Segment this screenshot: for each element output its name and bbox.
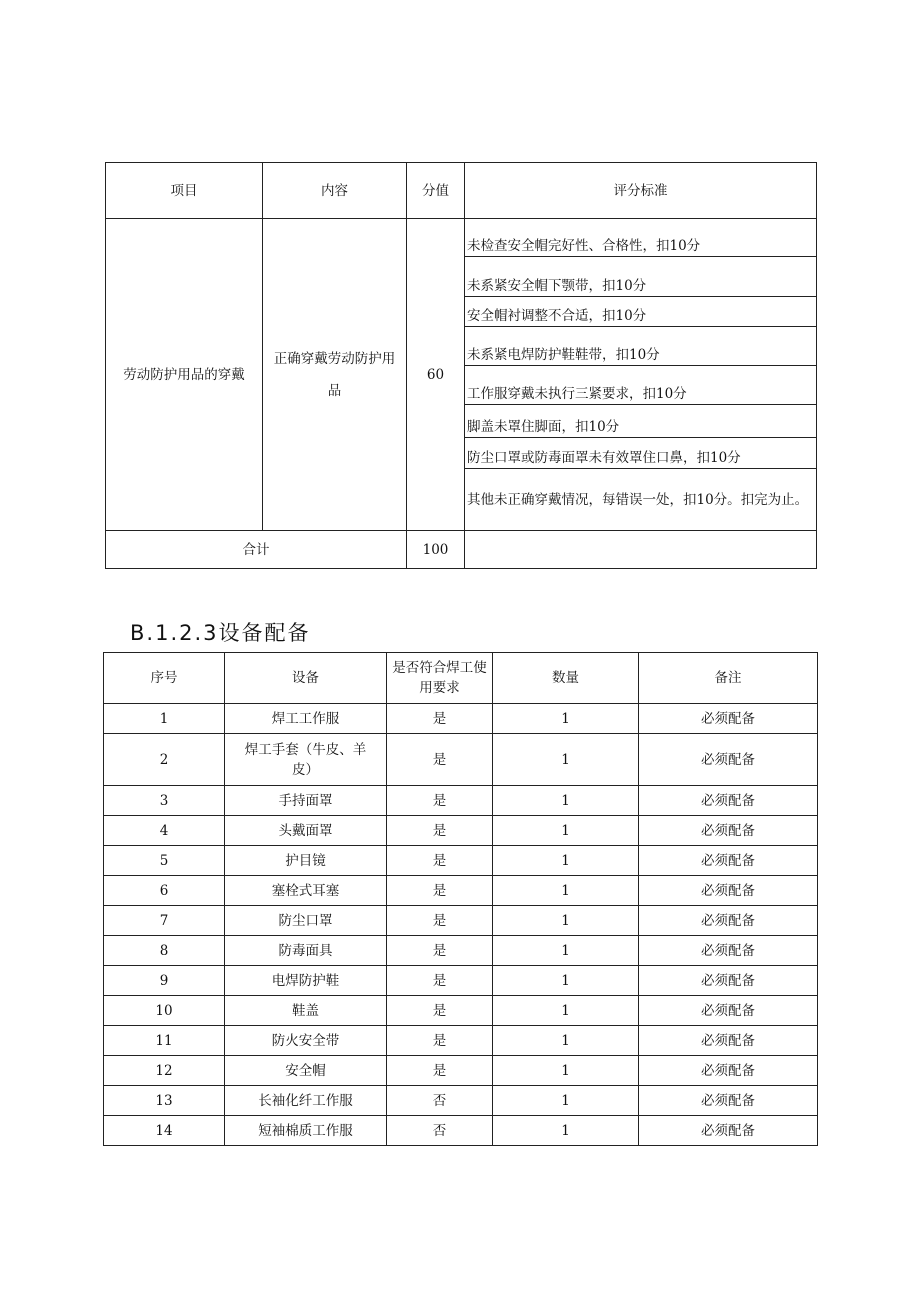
quantity-cell: 1 xyxy=(493,966,639,996)
remark-cell: 必须配备 xyxy=(639,734,818,786)
compliant-cell: 是 xyxy=(387,906,493,936)
quantity-cell: 1 xyxy=(493,786,639,816)
quantity-cell: 1 xyxy=(493,876,639,906)
compliant-cell: 是 xyxy=(387,936,493,966)
compliant-cell: 否 xyxy=(387,1116,493,1146)
quantity-cell: 1 xyxy=(493,704,639,734)
remark-cell: 必须配备 xyxy=(639,846,818,876)
criteria-item: 防尘口罩或防毒面罩未有效罩住口鼻，扣10分 xyxy=(465,438,816,469)
seq-cell: 10 xyxy=(104,996,225,1026)
seq-cell: 1 xyxy=(104,704,225,734)
quantity-cell: 1 xyxy=(493,734,639,786)
header-criteria: 评分标准 xyxy=(465,163,817,219)
criteria-item: 脚盖未罩住脚面，扣10分 xyxy=(465,405,816,438)
table-row xyxy=(104,966,818,996)
remark-cell: 必须配备 xyxy=(639,1026,818,1056)
table-row xyxy=(104,1086,818,1116)
table-row xyxy=(104,1116,818,1146)
criteria-item: 工作服穿戴未执行三紧要求，扣10分 xyxy=(465,366,816,405)
equipment-cell: 防毒面具 xyxy=(225,936,387,966)
item-cell: 劳动防护用品的穿戴 xyxy=(106,219,263,531)
scoring-table xyxy=(105,162,817,569)
seq-cell: 14 xyxy=(104,1116,225,1146)
seq-cell: 9 xyxy=(104,966,225,996)
remark-cell: 必须配备 xyxy=(639,816,818,846)
table-row xyxy=(104,704,818,734)
remark-cell: 必须配备 xyxy=(639,704,818,734)
total-score: 100 xyxy=(407,531,465,569)
section-title: B.1.2.3设备配备 xyxy=(130,621,311,645)
equipment-cell: 防火安全带 xyxy=(225,1026,387,1056)
remark-cell: 必须配备 xyxy=(639,1116,818,1146)
equipment-cell: 短袖棉质工作服 xyxy=(225,1116,387,1146)
seq-cell: 8 xyxy=(104,936,225,966)
content-cell xyxy=(263,219,407,531)
seq-cell: 4 xyxy=(104,816,225,846)
equipment-cell: 塞栓式耳塞 xyxy=(225,876,387,906)
seq-cell: 6 xyxy=(104,876,225,906)
equipment-cell: 焊工手套（牛皮、羊皮） xyxy=(225,734,387,786)
remark-cell: 必须配备 xyxy=(639,996,818,1026)
compliant-cell: 否 xyxy=(387,1086,493,1116)
quantity-cell: 1 xyxy=(493,936,639,966)
compliant-cell: 是 xyxy=(387,734,493,786)
criteria-item: 安全帽衬调整不合适，扣10分 xyxy=(465,297,816,327)
equipment-cell: 手持面罩 xyxy=(225,786,387,816)
equipment-cell: 长袖化纤工作服 xyxy=(225,1086,387,1116)
total-label: 合计 xyxy=(106,531,407,569)
header-score: 分值 xyxy=(407,163,465,219)
scoring-row xyxy=(106,219,817,531)
compliant-cell: 是 xyxy=(387,846,493,876)
compliant-cell: 是 xyxy=(387,876,493,906)
quantity-cell: 1 xyxy=(493,846,639,876)
criteria-item: 未系紧安全帽下颚带，扣10分 xyxy=(465,257,816,297)
table-row xyxy=(104,786,818,816)
seq-cell: 3 xyxy=(104,786,225,816)
header-remark: 备注 xyxy=(639,653,818,704)
seq-cell: 7 xyxy=(104,906,225,936)
seq-cell: 12 xyxy=(104,1056,225,1086)
compliant-cell: 是 xyxy=(387,966,493,996)
scoring-header-row xyxy=(106,163,817,219)
equipment-cell: 电焊防护鞋 xyxy=(225,966,387,996)
criteria-list xyxy=(465,219,816,530)
total-criteria xyxy=(465,531,817,569)
header-content: 内容 xyxy=(263,163,407,219)
table-row xyxy=(104,996,818,1026)
seq-cell: 13 xyxy=(104,1086,225,1116)
equipment-cell: 头戴面罩 xyxy=(225,816,387,846)
compliant-cell: 是 xyxy=(387,1056,493,1086)
seq-cell: 5 xyxy=(104,846,225,876)
quantity-cell: 1 xyxy=(493,1056,639,1086)
table-row xyxy=(104,1056,818,1086)
quantity-cell: 1 xyxy=(493,1116,639,1146)
quantity-cell: 1 xyxy=(493,996,639,1026)
equipment-table xyxy=(103,652,818,1146)
table-row xyxy=(104,1026,818,1056)
remark-cell: 必须配备 xyxy=(639,876,818,906)
quantity-cell: 1 xyxy=(493,1026,639,1056)
equipment-cell: 防尘口罩 xyxy=(225,906,387,936)
compliant-cell: 是 xyxy=(387,996,493,1026)
quantity-cell: 1 xyxy=(493,906,639,936)
equipment-header-row xyxy=(104,653,818,704)
compliant-cell: 是 xyxy=(387,1026,493,1056)
equipment-cell: 鞋盖 xyxy=(225,996,387,1026)
header-item: 项目 xyxy=(106,163,263,219)
remark-cell: 必须配备 xyxy=(639,786,818,816)
header-compliant-text: 是否符合焊工使用要求 xyxy=(392,660,487,696)
seq-cell: 11 xyxy=(104,1026,225,1056)
score-cell: 60 xyxy=(407,219,465,531)
compliant-cell: 是 xyxy=(387,704,493,734)
criteria-item: 未检查安全帽完好性、合格性，扣10分 xyxy=(465,219,816,257)
table-row xyxy=(104,734,818,786)
compliant-cell: 是 xyxy=(387,816,493,846)
criteria-item: 未系紧电焊防护鞋鞋带，扣10分 xyxy=(465,327,816,366)
header-equipment: 设备 xyxy=(225,653,387,704)
criteria-cell xyxy=(465,219,817,531)
content-text: 正确穿戴劳动防护用品 xyxy=(273,350,396,399)
equipment-cell: 安全帽 xyxy=(225,1056,387,1086)
criteria-item: 其他未正确穿戴情况，每错误一处，扣10分。扣完为止。 xyxy=(467,491,809,508)
remark-cell: 必须配备 xyxy=(639,966,818,996)
total-row xyxy=(106,531,817,569)
equipment-cell: 护目镜 xyxy=(225,846,387,876)
seq-cell: 2 xyxy=(104,734,225,786)
table-row xyxy=(104,816,818,846)
table-row xyxy=(104,936,818,966)
table-row xyxy=(104,906,818,936)
remark-cell: 必须配备 xyxy=(639,1086,818,1116)
equipment-body xyxy=(104,704,818,1146)
header-quantity: 数量 xyxy=(493,653,639,704)
quantity-cell: 1 xyxy=(493,1086,639,1116)
header-seq: 序号 xyxy=(104,653,225,704)
quantity-cell: 1 xyxy=(493,816,639,846)
remark-cell: 必须配备 xyxy=(639,906,818,936)
compliant-cell: 是 xyxy=(387,786,493,816)
remark-cell: 必须配备 xyxy=(639,1056,818,1086)
table-row xyxy=(104,846,818,876)
table-row xyxy=(104,876,818,906)
header-compliant xyxy=(387,653,493,704)
remark-cell: 必须配备 xyxy=(639,936,818,966)
equipment-cell: 焊工工作服 xyxy=(225,704,387,734)
